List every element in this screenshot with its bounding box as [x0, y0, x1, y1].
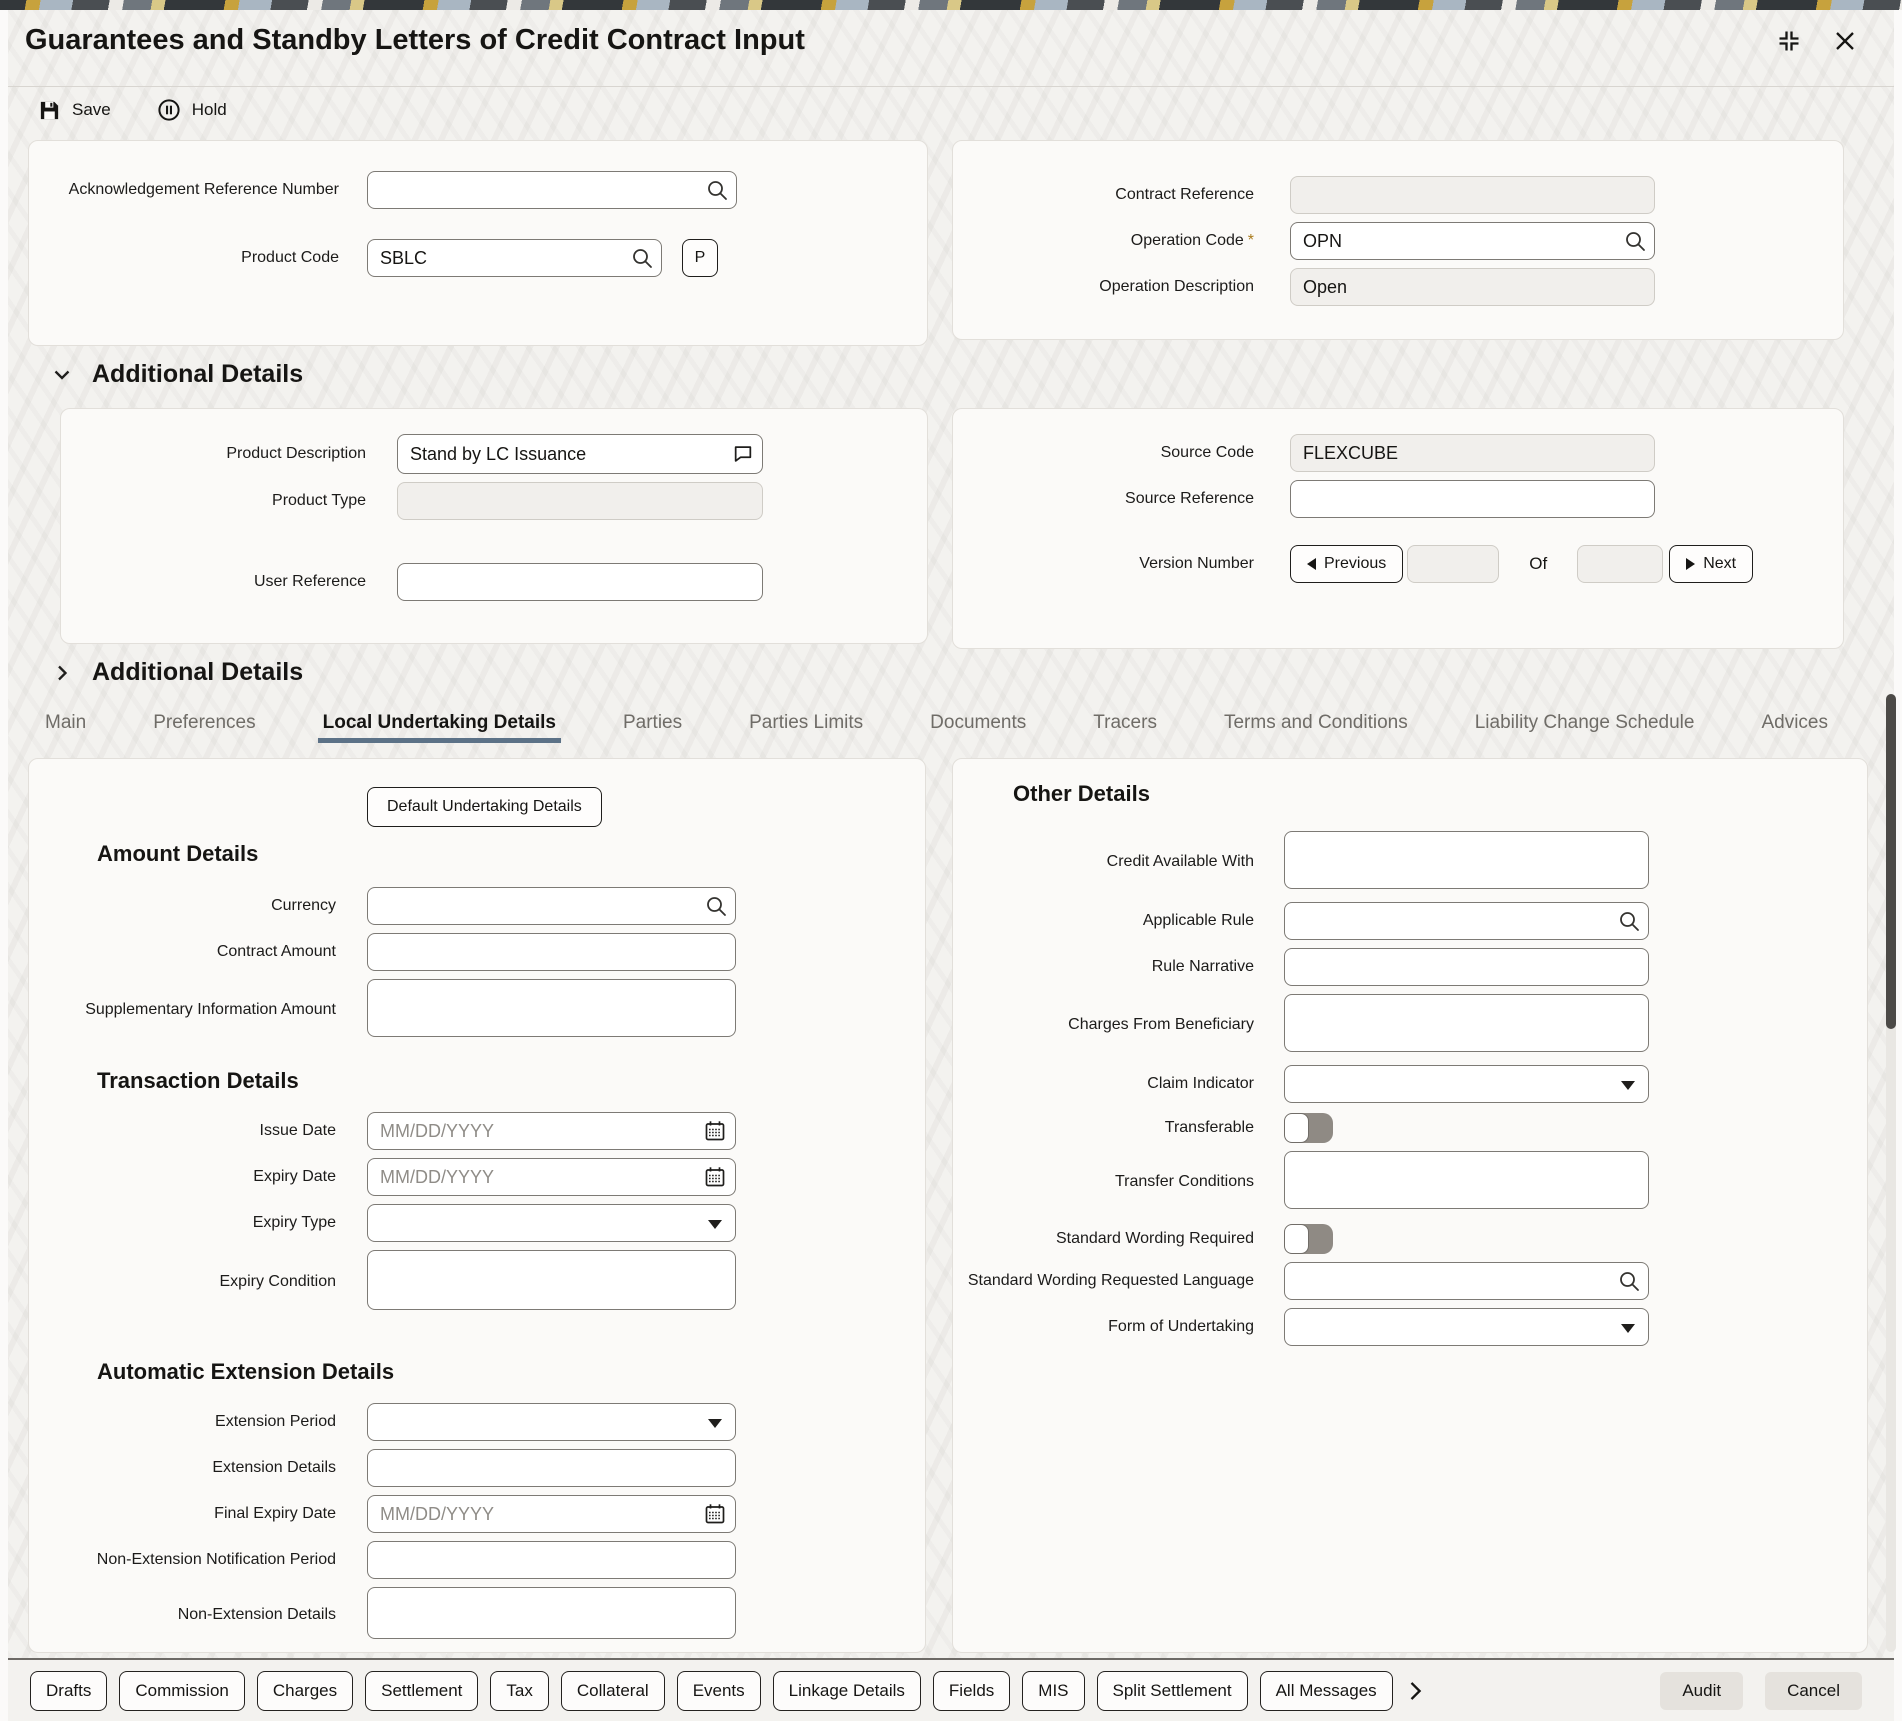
title-divider	[8, 86, 1894, 87]
other-details-panel	[952, 758, 1868, 1653]
toggle-knob	[1284, 1224, 1309, 1254]
standard-wording-requested-language-label: Standard Wording Requested Language	[967, 1271, 1254, 1289]
additional-details-section-header[interactable]	[52, 360, 303, 389]
tab-tracers[interactable]: Tracers	[1088, 712, 1162, 743]
triangle-left-icon	[1307, 558, 1316, 570]
source-reference-input[interactable]	[1290, 480, 1655, 518]
close-button[interactable]	[1830, 26, 1860, 56]
vertical-scrollbar[interactable]	[1886, 694, 1896, 1652]
other-details-heading: Other Details	[1013, 781, 1150, 806]
product-code-label: Product Code	[241, 248, 339, 266]
non-extension-details-input[interactable]	[367, 1587, 736, 1639]
additional-details-collapsed-title: Additional Details	[92, 658, 304, 686]
expiry-date-input[interactable]	[367, 1158, 736, 1196]
automatic-extension-details-heading: Automatic Extension Details	[97, 1359, 395, 1384]
window-left-edge	[0, 10, 8, 1721]
expiry-condition-input[interactable]	[367, 1250, 736, 1310]
contract-reference-input	[1290, 176, 1655, 214]
operation-code-label: Operation Code *	[1130, 231, 1254, 249]
standard-wording-requested-language-input[interactable]	[1284, 1262, 1649, 1300]
contract-amount-input[interactable]	[367, 933, 736, 971]
calendar-icon[interactable]	[703, 1119, 727, 1143]
calendar-icon[interactable]	[703, 1502, 727, 1526]
audit-button[interactable]: Audit	[1660, 1672, 1743, 1710]
charges-from-beneficiary-input[interactable]	[1284, 994, 1649, 1052]
total-version-box	[1577, 545, 1663, 583]
transferable-toggle[interactable]	[1284, 1113, 1333, 1143]
hold-button[interactable]	[157, 98, 227, 122]
charges-button[interactable]: Charges	[257, 1671, 353, 1711]
additional-details-title: Additional Details	[92, 360, 304, 388]
pause-circle-icon	[157, 98, 181, 122]
extension-period-label: Extension Period	[215, 1412, 336, 1430]
charges-from-beneficiary-label: Charges From Beneficiary	[1068, 1016, 1254, 1034]
search-icon[interactable]	[706, 179, 728, 201]
applicable-rule-input[interactable]	[1284, 902, 1649, 940]
rule-narrative-input[interactable]	[1284, 948, 1649, 986]
cancel-button[interactable]: Cancel	[1765, 1672, 1862, 1710]
source-reference-label: Source Reference	[1125, 489, 1254, 507]
hold-label: Hold	[191, 100, 227, 119]
collateral-button[interactable]: Collateral	[561, 1671, 665, 1711]
footer-action-bar	[0, 1658, 1902, 1721]
drafts-button[interactable]: Drafts	[30, 1671, 107, 1711]
all-messages-button[interactable]: All Messages	[1260, 1671, 1393, 1711]
settlement-button[interactable]: Settlement	[365, 1671, 478, 1711]
dropdown-caret-icon	[1621, 1081, 1635, 1090]
search-icon[interactable]	[1618, 910, 1640, 932]
dropdown-caret-icon	[708, 1419, 722, 1428]
operation-description-label: Operation Description	[1099, 277, 1254, 295]
contract-amount-label: Contract Amount	[216, 942, 336, 960]
form-of-undertaking-select[interactable]	[1284, 1308, 1649, 1346]
final-expiry-date-input[interactable]	[367, 1495, 736, 1533]
expiry-type-select[interactable]	[367, 1204, 736, 1242]
source-code-input	[1290, 434, 1655, 472]
extension-details-input[interactable]	[367, 1449, 736, 1487]
default-undertaking-details-button[interactable]: Default Undertaking Details	[367, 787, 602, 827]
dropdown-caret-icon	[708, 1220, 722, 1229]
issue-date-input[interactable]	[367, 1112, 736, 1150]
tab-liability-change-schedule[interactable]: Liability Change Schedule	[1470, 712, 1700, 743]
non-extension-notification-period-input[interactable]	[367, 1541, 736, 1579]
comment-icon[interactable]	[732, 443, 754, 465]
calendar-icon[interactable]	[703, 1165, 727, 1189]
save-button[interactable]	[38, 99, 111, 122]
extension-period-select[interactable]	[367, 1403, 736, 1441]
linkage-details-button[interactable]: Linkage Details	[773, 1671, 921, 1711]
user-reference-input[interactable]	[397, 563, 763, 601]
version-of-label: Of	[1529, 554, 1548, 573]
version-navigator	[1290, 545, 1753, 583]
expiry-type-label: Expiry Type	[252, 1213, 336, 1231]
transfer-conditions-label: Transfer Conditions	[1114, 1173, 1254, 1191]
reference-panel	[28, 140, 928, 346]
transaction-details-heading: Transaction Details	[97, 1068, 299, 1093]
undertaking-details-panel	[28, 758, 926, 1653]
additional-details-collapsed-header[interactable]	[52, 658, 303, 687]
toggle-knob	[1284, 1113, 1309, 1143]
tab-bar	[40, 712, 1833, 743]
ack-ref-input[interactable]	[367, 171, 737, 209]
dropdown-caret-icon	[1621, 1324, 1635, 1333]
search-icon[interactable]	[705, 895, 727, 917]
credit-available-with-input[interactable]	[1284, 831, 1649, 889]
split-settlement-button[interactable]: Split Settlement	[1097, 1671, 1248, 1711]
maximize-button[interactable]	[1774, 26, 1804, 56]
transfer-conditions-input[interactable]	[1284, 1151, 1649, 1209]
chevron-right-icon	[52, 663, 72, 683]
product-details-panel	[60, 408, 928, 644]
page-title: Guarantees and Standby Letters of Credit Contract Input	[25, 24, 805, 56]
tab-documents[interactable]: Documents	[925, 712, 1031, 743]
final-expiry-date-label: Final Expiry Date	[214, 1504, 336, 1522]
supplementary-information-amount-input[interactable]	[367, 979, 736, 1037]
tab-parties[interactable]: Parties	[618, 712, 687, 743]
tab-preferences[interactable]: Preferences	[148, 712, 260, 743]
save-label: Save	[72, 100, 111, 119]
product-type-input	[397, 482, 763, 520]
triangle-right-icon	[1686, 558, 1695, 570]
operation-description-input	[1290, 268, 1655, 306]
next-version-button[interactable]: Next	[1669, 545, 1753, 583]
applicable-rule-label: Applicable Rule	[1142, 911, 1254, 929]
chevron-down-icon	[52, 365, 72, 385]
currency-input[interactable]	[367, 887, 736, 925]
operation-code-input[interactable]	[1290, 222, 1655, 260]
non-extension-details-label: Non-Extension Details	[177, 1606, 336, 1624]
source-details-panel	[952, 408, 1844, 649]
product-description-input[interactable]	[397, 434, 763, 474]
product-type-label: Product Type	[272, 491, 366, 509]
save-icon	[38, 99, 61, 122]
claim-indicator-select[interactable]	[1284, 1065, 1649, 1103]
version-number-label: Version Number	[1139, 554, 1254, 572]
commission-button[interactable]: Commission	[119, 1671, 245, 1711]
user-reference-label: User Reference	[253, 572, 366, 590]
mis-button[interactable]: MIS	[1022, 1671, 1084, 1711]
tab-parties-limits[interactable]: Parties Limits	[744, 712, 868, 743]
form-of-undertaking-label: Form of Undertaking	[1108, 1317, 1254, 1335]
transferable-label: Transferable	[1164, 1118, 1254, 1136]
amount-details-heading: Amount Details	[97, 841, 259, 866]
maximize-icon	[1776, 28, 1802, 54]
tab-terms-and-conditions[interactable]: Terms and Conditions	[1219, 712, 1413, 743]
issue-date-label: Issue Date	[259, 1121, 336, 1139]
events-button[interactable]: Events	[677, 1671, 761, 1711]
source-code-label: Source Code	[1160, 443, 1254, 461]
search-icon[interactable]	[1618, 1270, 1640, 1292]
expiry-condition-label: Expiry Condition	[219, 1273, 336, 1291]
decorative-top-strip	[0, 0, 1902, 10]
product-description-label: Product Description	[226, 444, 366, 462]
claim-indicator-label: Claim Indicator	[1147, 1074, 1254, 1092]
required-asterisk: *	[1247, 231, 1254, 249]
toolbar	[38, 98, 227, 122]
more-actions-button[interactable]	[1405, 1678, 1427, 1704]
ack-ref-label: Acknowledgement Reference Number	[68, 180, 339, 198]
scrollbar-thumb[interactable]	[1886, 694, 1896, 1029]
product-code-input[interactable]	[367, 239, 662, 277]
tab-main[interactable]: Main	[40, 712, 91, 743]
standard-wording-required-toggle[interactable]	[1284, 1224, 1333, 1254]
current-version-box	[1407, 545, 1499, 583]
standard-wording-required-label: Standard Wording Required	[1055, 1229, 1254, 1247]
fields-button[interactable]: Fields	[933, 1671, 1010, 1711]
contract-panel	[952, 140, 1844, 340]
search-icon[interactable]	[631, 247, 653, 269]
currency-label: Currency	[271, 896, 336, 914]
chevron-right-icon	[1407, 1678, 1425, 1704]
contract-reference-label: Contract Reference	[1115, 185, 1254, 203]
tab-advices[interactable]: Advices	[1756, 712, 1833, 743]
tab-local-undertaking-details[interactable]: Local Undertaking Details	[318, 712, 561, 743]
search-icon[interactable]	[1624, 230, 1646, 252]
extension-details-label: Extension Details	[212, 1458, 336, 1476]
product-populate-button[interactable]: P	[682, 239, 718, 277]
credit-available-with-label: Credit Available With	[1106, 853, 1254, 871]
close-icon	[1833, 29, 1857, 53]
window-controls	[1774, 26, 1860, 56]
supplementary-information-amount-label: Supplementary Information Amount	[85, 1001, 336, 1019]
tax-button[interactable]: Tax	[490, 1671, 548, 1711]
previous-version-button[interactable]: Previous	[1290, 545, 1403, 583]
expiry-date-label: Expiry Date	[253, 1167, 336, 1185]
non-extension-notification-period-label: Non-Extension Notification Period	[96, 1550, 336, 1568]
rule-narrative-label: Rule Narrative	[1151, 957, 1254, 975]
